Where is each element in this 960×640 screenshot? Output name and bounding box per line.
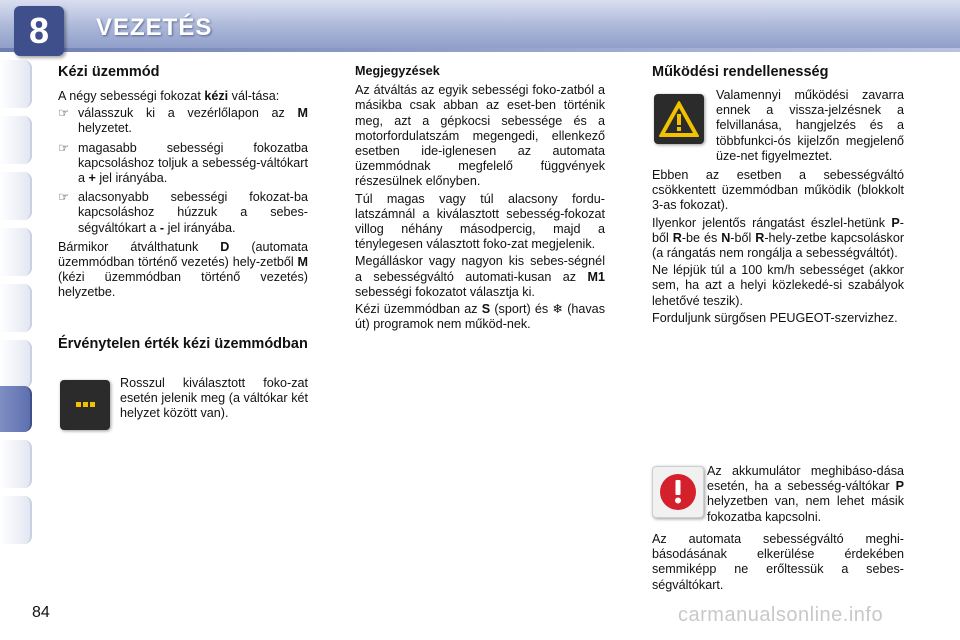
malfunction-icon-text: Valamennyi működési zavarra ennek a vissza-jelzésnek a felvillanása, hangjelzés és a többfunkci-ós kijelzőn megjelenő üze-net figyelmeztet. <box>716 88 904 163</box>
manual-mode-switch-text: Bármikor átválthatunk D (automata üzemmódban történő vezetés) hely-zetből M (kézi üzemmódban történő vezetés) helyzetbe. <box>58 239 309 300</box>
chapter-number-badge: 8 <box>14 6 64 56</box>
side-tab-8-active[interactable] <box>0 386 32 432</box>
notes-paragraph-4: Kézi üzemmódban az S (sport) és ❄ (havas út) programok nem működ-nek. <box>355 302 605 332</box>
invalid-gear-indicator-icon <box>60 380 110 430</box>
pointing-hand-icon: ☞ <box>58 190 70 205</box>
list-item: ☞ magasabb sebességi fokozatba kapcsoláshoz toljuk a sebesség-váltókart a + jel irányába. <box>58 140 308 186</box>
side-tab-4[interactable] <box>0 228 32 276</box>
side-tab-3[interactable] <box>0 172 32 220</box>
invalid-value-text: Rosszul kiválasztott foko-zat esetén jelenik meg (a váltókar két helyzet között van). <box>120 376 308 421</box>
middle-column <box>355 64 605 334</box>
warning-triangle-icon <box>654 94 704 144</box>
side-tab-9[interactable] <box>0 440 32 488</box>
side-tab-10[interactable] <box>0 496 32 544</box>
notes-paragraph-3: Megálláskor vagy nagyon kis sebes-ségnél a sebességváltó automati-kusan az M1 sebességi fokozatot választja ki. <box>355 254 606 299</box>
watermark: carmanualsonline.info <box>678 604 884 626</box>
side-tab-5[interactable] <box>0 284 32 332</box>
section-title-manual-mode: Kézi üzemmód <box>58 64 160 80</box>
side-tab-1[interactable] <box>0 60 32 108</box>
left-column <box>58 64 308 303</box>
alert-exclamation-icon <box>652 466 704 518</box>
malfunction-body <box>652 168 904 328</box>
list-item: ☞ alacsonyabb sebességi fokozat-ba kapcsoláshoz húzzuk a sebes-ségváltókart a - jel irányába. <box>58 190 308 235</box>
side-tab-6[interactable] <box>0 340 32 388</box>
chapter-side-tabs <box>0 60 34 580</box>
battery-icon-text-block <box>707 464 904 527</box>
manual-mode-intro: A négy sebességi fokozat kézi vál-tása: <box>58 89 280 103</box>
list-item: ☞ válasszuk ki a vezérlőlapon az M helyzetet. <box>58 106 309 136</box>
malfunction-paragraph-1: Ebben az esetben a sebességváltó csökkentett üzemmódban működik (blokkolt 3-as fokozat). <box>652 168 904 213</box>
chapter-title: VEZETÉS <box>96 14 213 41</box>
invalid-value-section <box>58 336 308 361</box>
battery-body <box>652 532 904 595</box>
invalid-value-text-block <box>120 376 308 424</box>
section-title-malfunction: Működési rendellenesség <box>652 64 829 80</box>
section-title-invalid-value: Érvénytelen érték kézi üzemmódban <box>58 336 308 352</box>
malfunction-icon-text-block <box>716 88 904 166</box>
notes-paragraph-1: Az átváltás az egyik sebességi foko-zatból a másikba csak abban az eset-ben történik meg, azt a gépkocsi sebessége és a motorfordulatszám megengedi, ellenkező esetben ide-iglenesen az automata üzemmódnak megfelelő függvények részesülnek előnyben. <box>355 83 605 189</box>
notes-title: Megjegyzések <box>355 64 440 78</box>
malfunction-paragraph-2: Ilyenkor jelentős rángatást észlel-hetünk P-ből R-be és N-ből R-hely-zetbe kapcsoláskor (a rángatás nem rongálja a sebességváltót). <box>652 215 905 261</box>
pointing-hand-icon: ☞ <box>58 140 70 155</box>
header-divider <box>0 48 960 52</box>
pointing-hand-icon: ☞ <box>58 106 70 121</box>
battery-icon-text: Az akkumulátor meghibáso-dása esetén, ha a sebesség-váltókar P helyzetben van, nem lehet másik fokozatba kapcsolni. <box>707 464 904 524</box>
malfunction-section <box>652 64 904 89</box>
malfunction-paragraph-4: Forduljunk sürgősen PEUGEOT-szervizhez. <box>652 310 898 325</box>
notes-paragraph-2: Túl magas vagy túl alacsony fordu-latszámnál a kiválasztott sebesség-fokozat villog néhány másodpercig, majd a ténylegesen választott foko-zat megjelenik. <box>355 191 605 252</box>
side-tab-2[interactable] <box>0 116 32 164</box>
snowflake-icon: ❄ <box>552 302 563 317</box>
battery-paragraph-1: Az automata sebességváltó meghi-básodásának elkerülése érdekében semmiképp ne erőltessük a sebes-ségváltókart. <box>652 532 904 592</box>
malfunction-paragraph-3: Ne lépjük túl a 100 km/h sebességet (akkor sem, ha azt a helyi közlekedé-si szabályok lehetővé teszik). <box>652 263 904 308</box>
page-number: 84 <box>32 604 50 621</box>
